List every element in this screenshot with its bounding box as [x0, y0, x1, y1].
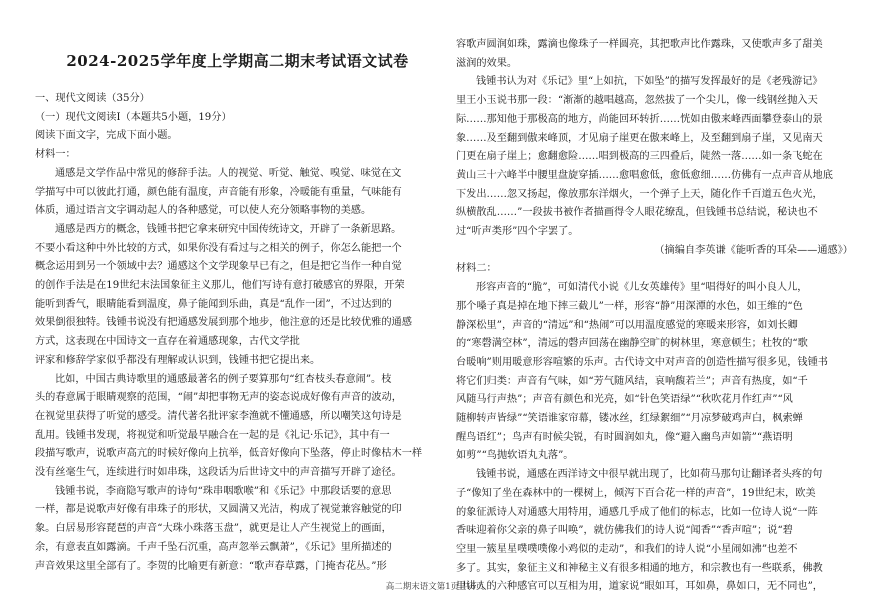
text-line: 子“像知了坐在森林中的一棵树上，倾泻下百合花一样的声音”，19世纪末，欧美 — [456, 487, 816, 499]
text-line: 如剪”“鸟抛软语丸丸落”。 — [456, 450, 574, 462]
right-text-block-1 — [456, 36, 861, 242]
text-line: 方式，这表现在中国诗文一直存在着通感现象，古代文学批 — [35, 336, 300, 348]
text-line: 过“听声类形”四个字罢了。 — [456, 226, 579, 238]
text-line: 在视觉里获得了听觉的感受。清代著名批评家李渔就不懂通感，所以嘲笑这句诗是 — [35, 410, 402, 422]
text-line: 一样，都是说歌声好像有串珠子的形状，又圆满又光洁，构成了视觉兼容触觉的印 — [35, 504, 402, 516]
text-line: 能听到香气，眼睛能看到温度，鼻子能闻到乐曲，真是“乱作一团”，不过达到的 — [35, 298, 392, 310]
text-line: 钱锺书说，通感在西洋诗文中很早就出现了，比如荷马那句让翻译者头疼的句 — [476, 469, 823, 481]
instruction: 阅读下面文字，完成下面小题。 — [35, 130, 178, 142]
text-line: 钱锺书认为对《乐记》里“上如抗，下如坠”的描写发挥最好的是《老残游记》 — [476, 76, 823, 88]
material2-label: 材料二： — [456, 263, 497, 275]
text-line: 通感是文学作品中常见的修辞手法。人的视觉、听觉、触觉、嗅觉、味觉在文 — [55, 167, 402, 179]
text-line: 象……及至翻到傲来峰顶，才见扇子崖更在傲来峰上，及至翻到扇子崖，又见南天 — [456, 132, 823, 144]
text-line: 纵横散乱……”一段拔书被作者描画得令人眼花缭乱，但钱锺书总结说，秘诀也不 — [456, 207, 818, 219]
text-line: 体质，通过语言文字调动起人的各种感觉，可以使人充分领略事物的美感。 — [35, 205, 372, 217]
text-line: 那个嗓子真是掉在地下摔三截儿”一样，形容“静”用深潭的水色，如王维的“色 — [456, 300, 803, 312]
excerpt-source: （摘编自李英谦《能听香的耳朵——通感》） — [654, 244, 853, 256]
subsection-heading: （一）现代文阅读Ⅰ（本题共5小题，19分） — [35, 111, 232, 123]
text-line: 台暖响”则用暖意形容喧繁的乐声。古代诗文中对声音的创造性描写很多见，钱锺书 — [456, 356, 828, 368]
text-line: 空里一簇星星噗噗噗像小鸡似的走动”，和我们的诗人说“小星闹如沸”也差不 — [456, 543, 798, 555]
text-line: 比如，中国古典诗歌里的通感最著名的例子要算那句“红杏枝头春意闹”。枝 — [55, 373, 392, 385]
text-line: 里讲人的六种感官可以互相为用，道家说“眼如耳，耳如鼻，鼻如口，无不同也”， — [456, 581, 823, 593]
text-line: 际……那知他于那极高的地方，尚能回环转折……恍如由傲来峰西面攀登泰山的景 — [456, 113, 823, 125]
material1-label: 材料一： — [35, 149, 76, 161]
right-column — [456, 0, 861, 597]
text-line: 容歌声圆润如珠，露滴也像珠子一样圆亮，其把歌声比作露珠，又使歌声多了甜美 — [456, 39, 823, 50]
text-line: 的象征派诗人对通感大用特用，通感几乎成了他们的标志，比如一位诗人说“一阵 — [456, 506, 818, 518]
text-line: 不要小看这种中外比较的方式，如果你没有看过与之相关的例子，你怎么能把一个 — [35, 242, 402, 254]
text-line: 多了。其实，象征主义和神秘主义有很多相通的地方，和宗教也有一些联系，佛教 — [456, 562, 823, 574]
text-line: 钱锺书说，李商隐写歌声的诗句“珠串咽歌喉”和《乐记》中那段话要的意思 — [55, 485, 392, 497]
text-line: 的创作手法是在19世纪末法国象征主义那儿，他们写诗有意打破感官的界限，开荣 — [35, 280, 405, 292]
text-line: 将它们归类：声音有气味，如“芳气随风结，哀响馥若兰”；声音有热度，如“千 — [456, 375, 808, 387]
text-line: 余，有意表直如露滴。千声千坠石沉重，高声忽举云飘萧”，《乐记》里所描述的 — [35, 541, 392, 553]
page-title: 2024-2025学年度上学期高二期末考试语文试卷 — [66, 52, 409, 70]
text-line: 静深松里”，声音的“清远”和“热闹”可以用温度感觉的寒暖来形容，如刘长卿 — [456, 319, 798, 331]
text-line: 通感是西方的概念，钱锺书把它拿来研究中国传统诗文，开辟了一条新思路。 — [55, 223, 402, 235]
text-line: 香味迎着你父亲的鼻子叫唤”，就仿佛我们的诗人说“闻香”“香声喧”；说“碧 — [456, 525, 793, 537]
text-line: 声音效果这里全部有了。李贺的比喻更有新意：“歌声春草露，门掩杏花丛。”形 — [35, 560, 387, 572]
text-line: 随柳转声皆绿”“笑语谁家帘幕，镂冰丝，红绿絮细”“月凉梦破鸡声白，枫索蝉 — [456, 413, 803, 425]
text-line: 评家和修辞学家似乎都没有理解或认识到，钱锺书把它提出来。 — [35, 354, 321, 366]
left-text-block — [35, 165, 440, 576]
text-line: 乱用。钱锺书发现，将视觉和听觉最早融合在一起的是《礼记·乐记》，其中有一 — [35, 429, 390, 441]
text-line: 里王小玉说书那一段：“渐渐的越唱越高，忽然拔了一个尖儿，像一线钢丝抛入天 — [456, 95, 818, 107]
text-line: 醒鸟语红”；鸟声有时候尖锐，有时圆润如丸，像“避入幽鸟声如箭”“燕语明 — [456, 431, 793, 443]
text-line: 效果倒很独特。钱锺书说没有把通感发展到那个地步，他注意的还是比较优雅的通感 — [35, 317, 412, 329]
text-line: 风随马行声热”；声音有颜色和光亮，如“针色笑语绿”“秋吹花月作红声”“风 — [456, 394, 793, 406]
text-line: 没有丝毫生气，连续进行时如串珠，这段话为后世诗文中的声音描写开辟了途径。 — [35, 467, 402, 479]
text-line: 段描写歌声，说歌声高亢的时候好像向上抗举，低音好像向下坠落，停止时像枯木一样 — [35, 448, 423, 460]
right-text-block-2 — [456, 279, 861, 597]
page-footer: 高二期末语文第1页 共6页 — [385, 582, 485, 592]
text-line: 滋润的效果。 — [456, 57, 518, 69]
text-line: 概念运用到另一个领域中去？通感这个文学现象早已有之，但是把它当作一种自觉 — [35, 261, 402, 273]
text-line: 黄山三十六峰半中腰里盘旋穿插……愈唱愈低，愈低愈细……仿佛有一点声音从地底 — [456, 169, 833, 181]
text-line: 形容声音的“脆”，可如清代小说《儿女英雄传》里“唱得好的叫小良人儿， — [476, 282, 808, 294]
text-line: 头的春意属于眼睛观察的范围，“闹”却把事物无声的姿态说成好像有声音的波动， — [35, 392, 402, 404]
text-line: 门更在扇子崖上；愈翻愈险……唱到极高的三四叠后，陡然一落……如一条飞蛇在 — [456, 151, 823, 163]
section-heading: 一、现代文阅读（35分） — [35, 93, 150, 104]
left-column — [35, 0, 440, 576]
text-line: 下发出……忽又扬起，像放那东洋烟火，一个弹子上天，随化作千百道五色火光， — [456, 188, 823, 200]
text-line: 象。白居易形容琵琶的声音“大珠小珠落玉盘”，就更是让人产生视觉上的画面， — [35, 523, 392, 535]
text-line: 的“寒磬满空林”，清远的磬声回荡在幽静空旷的树林里，寒意顿生；杜牧的“歌 — [456, 338, 808, 350]
text-line: 学描写中可以彼此打通，颜色能有温度，声音能有形象，冷暖能有重量，气味能有 — [35, 186, 402, 198]
